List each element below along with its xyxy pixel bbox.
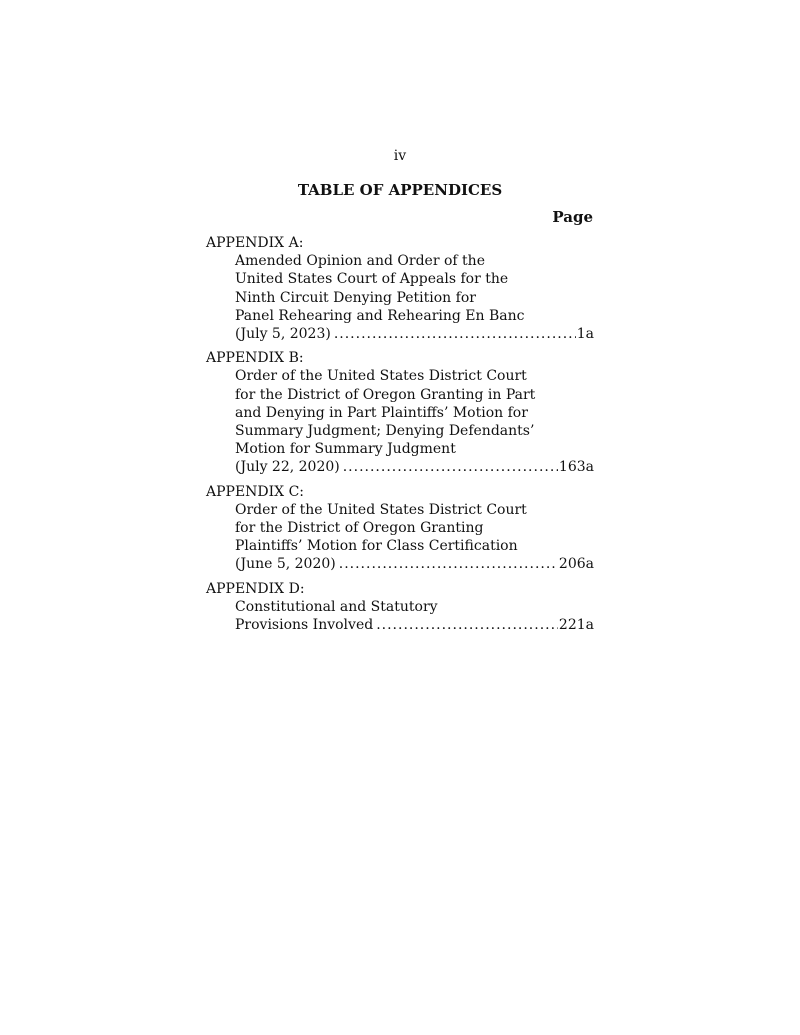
appendix-d-entry <box>206 580 594 635</box>
dot-leader <box>343 458 558 476</box>
appendix-page-line <box>206 325 594 343</box>
appendix-description-line: Order of the United States District Court <box>235 368 527 385</box>
appendix-page-ref: 1a <box>576 326 594 343</box>
appendix-description-line: Summary Judgment; Denying Defendants’ <box>235 423 535 440</box>
appendix-description-line: for the District of Oregon Granting in Part <box>235 386 536 403</box>
appendix-page-ref: 221a <box>558 617 594 634</box>
appendix-page-ref: 206a <box>558 556 594 573</box>
appendix-label: APPENDIX B: <box>206 350 304 367</box>
dot-leader <box>339 555 558 573</box>
dot-leader <box>334 325 576 343</box>
dot-leader <box>376 616 558 634</box>
page-column-heading: Page <box>552 208 593 226</box>
table-of-appendices <box>206 234 594 640</box>
appendix-description-line: Motion for Summary Judgment <box>235 441 456 458</box>
appendix-description-line: for the District of Oregon Granting <box>235 520 484 537</box>
appendix-page-ref: 163a <box>558 459 594 476</box>
appendix-page-line <box>206 616 594 634</box>
appendix-page-line <box>206 555 594 573</box>
appendix-description-line: Panel Rehearing and Rehearing En Banc <box>235 307 525 324</box>
appendix-label: APPENDIX D: <box>206 580 305 597</box>
appendix-description-line: Plaintiffs’ Motion for Class Certification <box>235 538 518 555</box>
appendix-description-line: Constitutional and Statutory <box>235 598 438 615</box>
appendix-description-line: United States Court of Appeals for the <box>235 271 509 288</box>
page-number: iv <box>393 148 407 164</box>
appendix-b-entry <box>206 349 594 476</box>
appendix-date: (June 5, 2020) <box>235 556 336 573</box>
appendix-description-line: Order of the United States District Court <box>235 501 527 518</box>
appendix-a-entry <box>206 234 594 343</box>
appendix-date: (July 5, 2023) <box>235 326 331 343</box>
appendix-description-line: Ninth Circuit Denying Petition for <box>235 289 476 306</box>
appendix-label: APPENDIX C: <box>206 483 305 500</box>
appendix-page-line <box>206 458 594 476</box>
appendix-description-line: Amended Opinion and Order of the <box>235 253 485 270</box>
appendix-label: APPENDIX A: <box>206 235 304 251</box>
appendix-description-line: and Denying in Part Plaintiffs’ Motion for <box>235 404 528 421</box>
page-title: TABLE OF APPENDICES <box>297 181 503 199</box>
appendix-date: (July 22, 2020) <box>235 459 340 476</box>
appendix-last-line: Provisions Involved <box>235 617 374 634</box>
appendix-c-entry <box>206 483 594 574</box>
